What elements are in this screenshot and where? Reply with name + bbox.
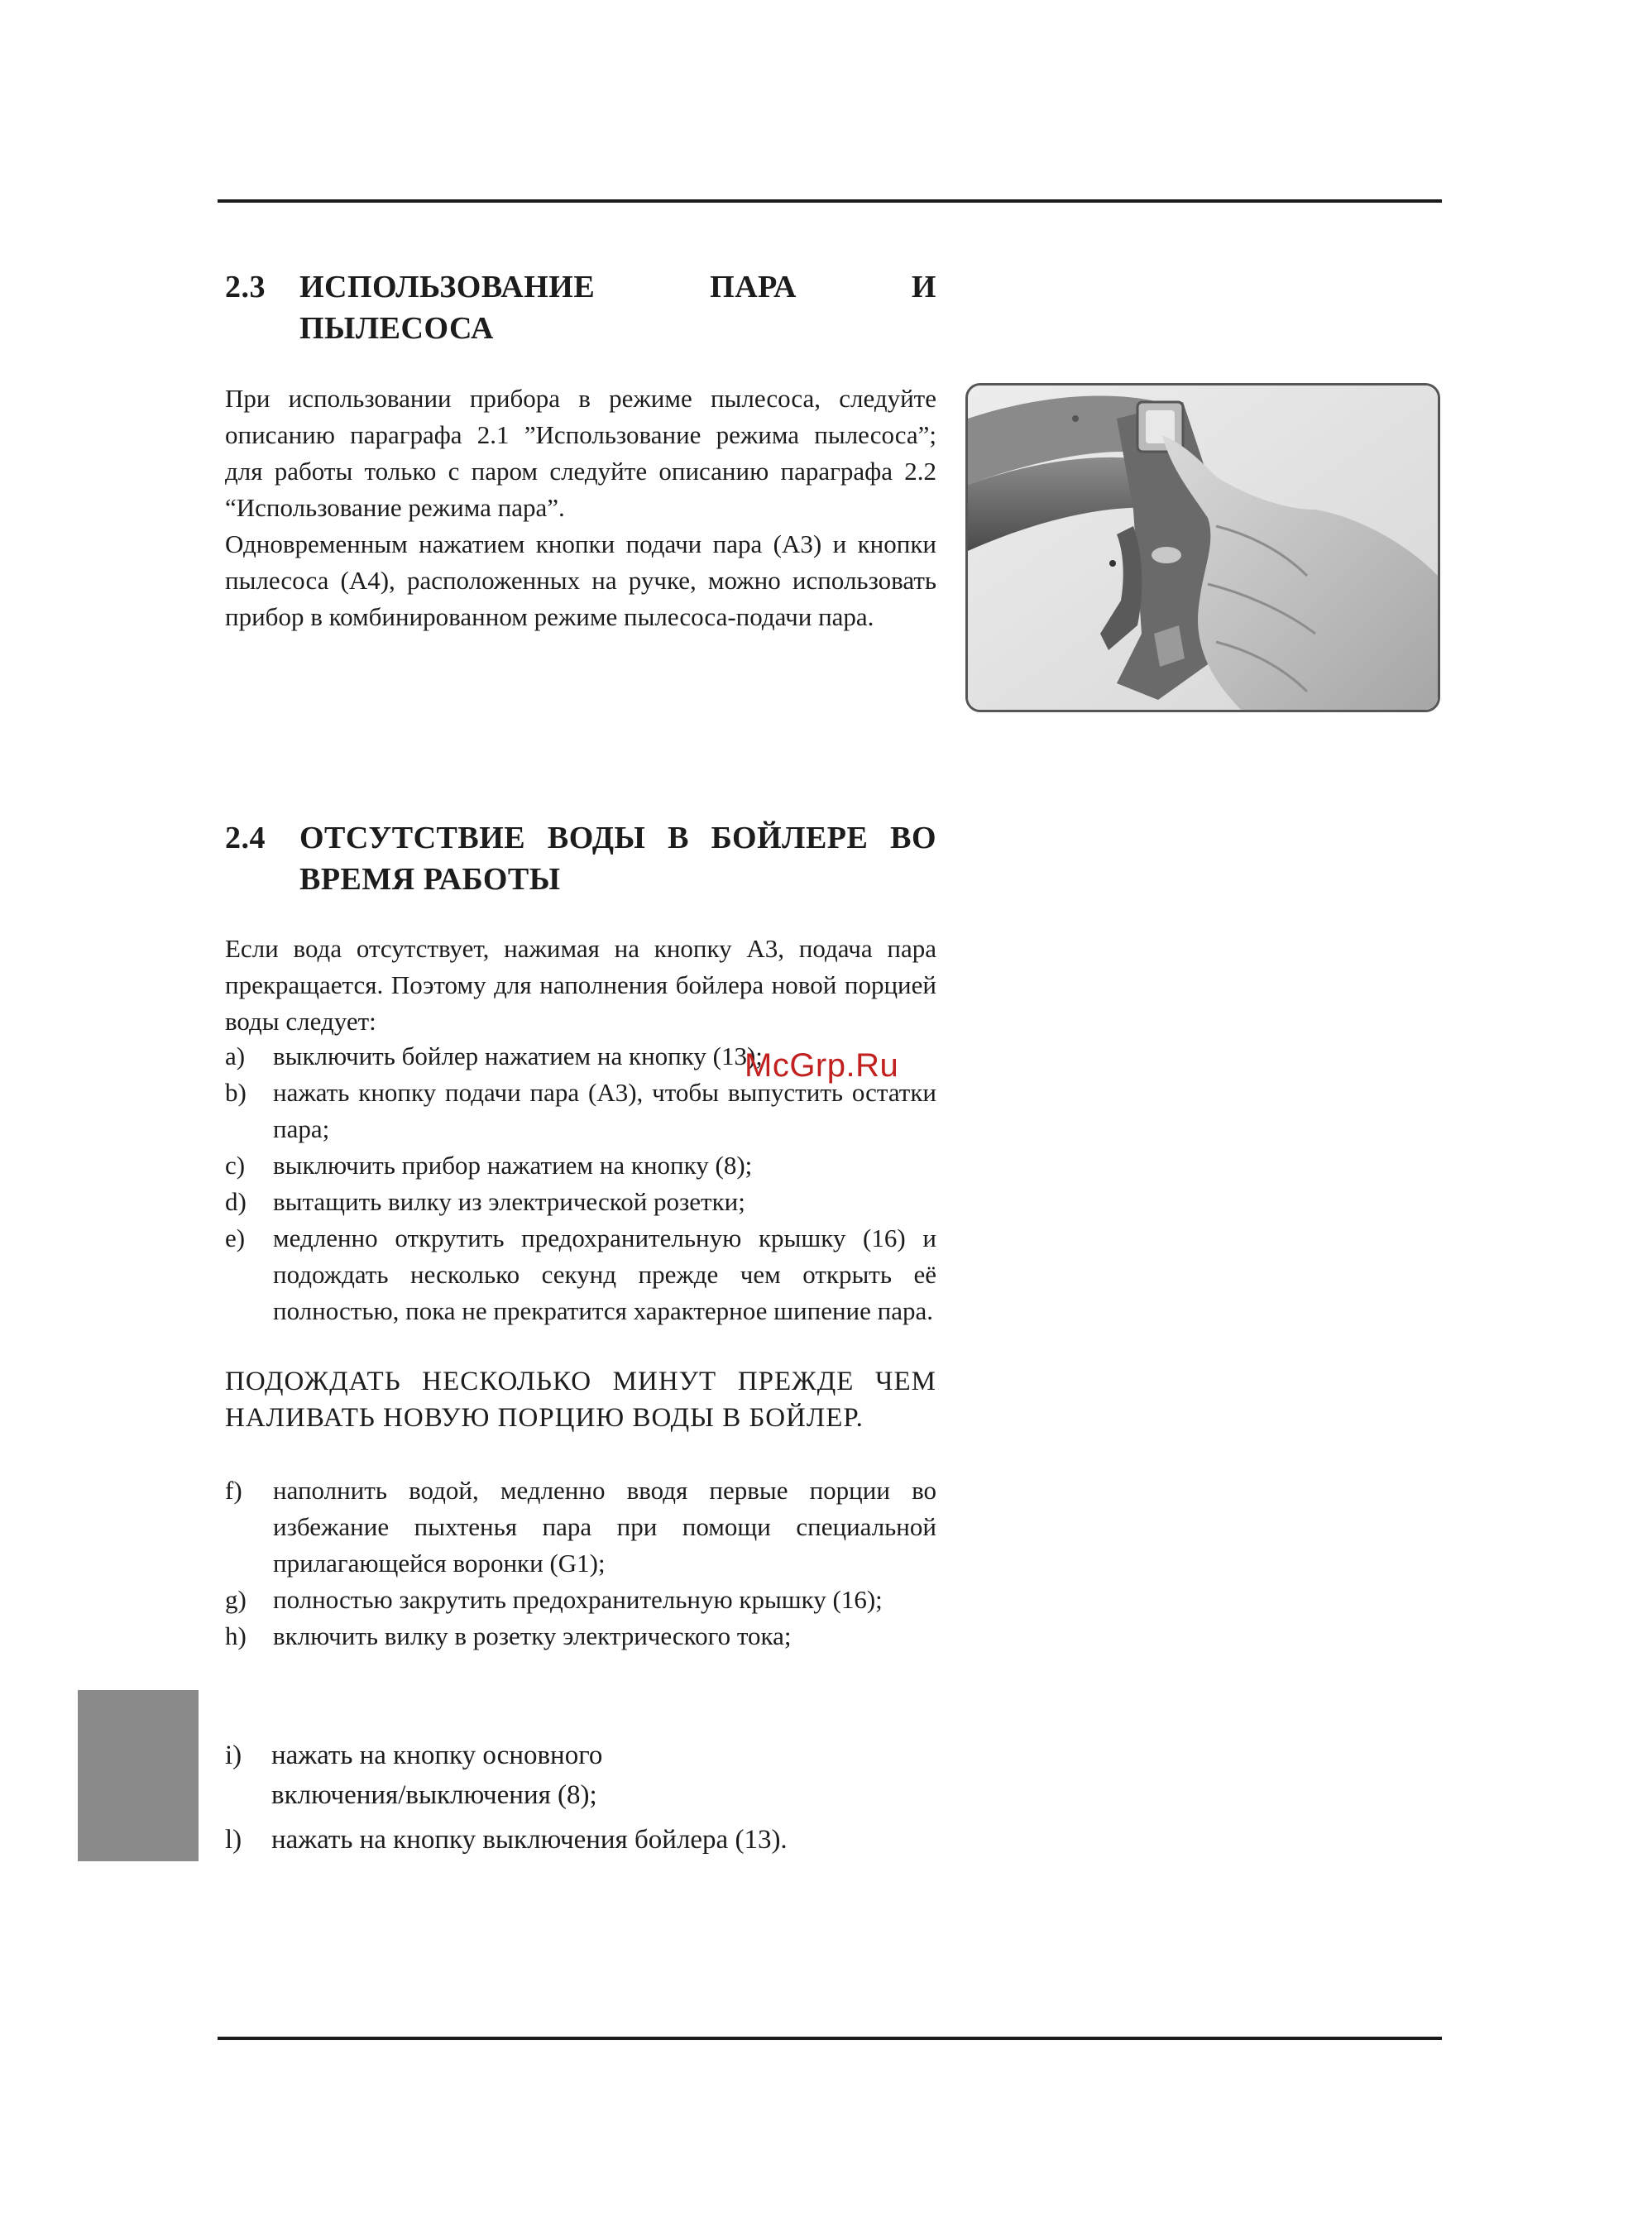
list-item [225,1820,936,1860]
section-2-3-heading [225,266,936,349]
list-item-text: включить вилку в розетку электрического тока; [273,1621,792,1650]
list-item [225,1075,936,1147]
list-marker: l) [225,1825,242,1855]
list-item-text: медленно открутить предохранительную крышку (16) и подождать несколько секунд прежде чем открыть её полностью, пока не прекратится характерное шипение пара. [273,1223,936,1325]
list-marker: i) [225,1741,242,1770]
section-2-3-paragraph: При использовании прибора в режиме пылесоса, следуйте описанию параграфа 2.1 ”Использование режима пылесоса”; для работы только с паром следуйте описанию параграфа 2.2 “Использование режима пара”. Одновременным нажатием кнопки подачи пара (A3) и кнопки пылесоса (A4), расположенных на ручке, можно использовать прибор в комбинированном режиме пылесоса-подачи пара. [225,384,936,631]
hand-on-handle-illustration [968,385,1438,710]
list-item [225,1472,936,1582]
list-item-text: полностью закрутить предохранительную крышку (16); [273,1585,883,1614]
steps-list-after [225,1472,936,1654]
heading-word: ПЫЛЕСОСА [299,311,494,346]
list-item [225,1582,936,1618]
list-item [225,1618,936,1654]
list-item [225,1147,936,1184]
list-item-text: наполнить водой, медленно вводя первые порции во избежание пыхтенья пара при помощи специальной прилагающейся воронки (G1); [273,1476,936,1578]
section-2-4-heading [225,817,936,900]
list-item-text: нажать на кнопку основного включения/выключения (8); [271,1741,603,1810]
section-title: ОТСУТСТВИЕ ВОДЫ В БОЙЛЕРЕ ВО ВРЕМЯ РАБОТЫ [299,821,936,897]
heading-word: ПАРА [710,270,797,304]
list-marker: g) [225,1585,247,1614]
list-marker: a) [225,1041,246,1070]
list-item-text: выключить прибор нажатием на кнопку (8); [273,1151,753,1180]
warning-text: ПОДОЖДАТЬ НЕСКОЛЬКО МИНУТ ПРЕЖДЕ ЧЕМ НАЛИВАТЬ НОВУЮ ПОРЦИЮ ВОДЫ В БОЙЛЕР. [225,1367,936,1433]
list-item-text: нажать на кнопку выключения бойлера (13). [271,1825,788,1855]
bottom-rule [218,2037,1442,2040]
list-marker: h) [225,1621,247,1650]
section-number: 2.3 [225,270,266,304]
list-marker: e) [225,1223,246,1252]
list-marker: c) [225,1151,246,1180]
section-2-4-paragraph: Если вода отсутствует, нажимая на кнопку A3, подача пара прекращается. Поэтому для наполнения бойлера новой порцией воды следует: [225,934,936,1036]
watermark: McGrp.Ru [745,1047,899,1084]
list-item-text: нажать кнопку подачи пара (A3), чтобы выпустить остатки пара; [273,1078,936,1143]
steps-list-final [225,1736,936,1865]
heading-word: И [911,270,936,304]
list-item [225,1220,936,1329]
section-side-tab [78,1690,199,1861]
heading-word: ИСПОЛЬЗОВАНИЕ [299,270,596,304]
list-item [225,1184,936,1220]
handle-photo [965,383,1440,712]
top-rule [218,199,1442,203]
list-marker: f) [225,1476,242,1505]
list-item-text: выключить бойлер нажатием на кнопку (13); [273,1041,763,1070]
list-item-text: вытащить вилку из электрической розетки; [273,1187,745,1216]
list-marker: b) [225,1078,247,1107]
list-marker: d) [225,1187,247,1216]
section-number: 2.4 [225,821,266,855]
list-item [225,1736,735,1815]
